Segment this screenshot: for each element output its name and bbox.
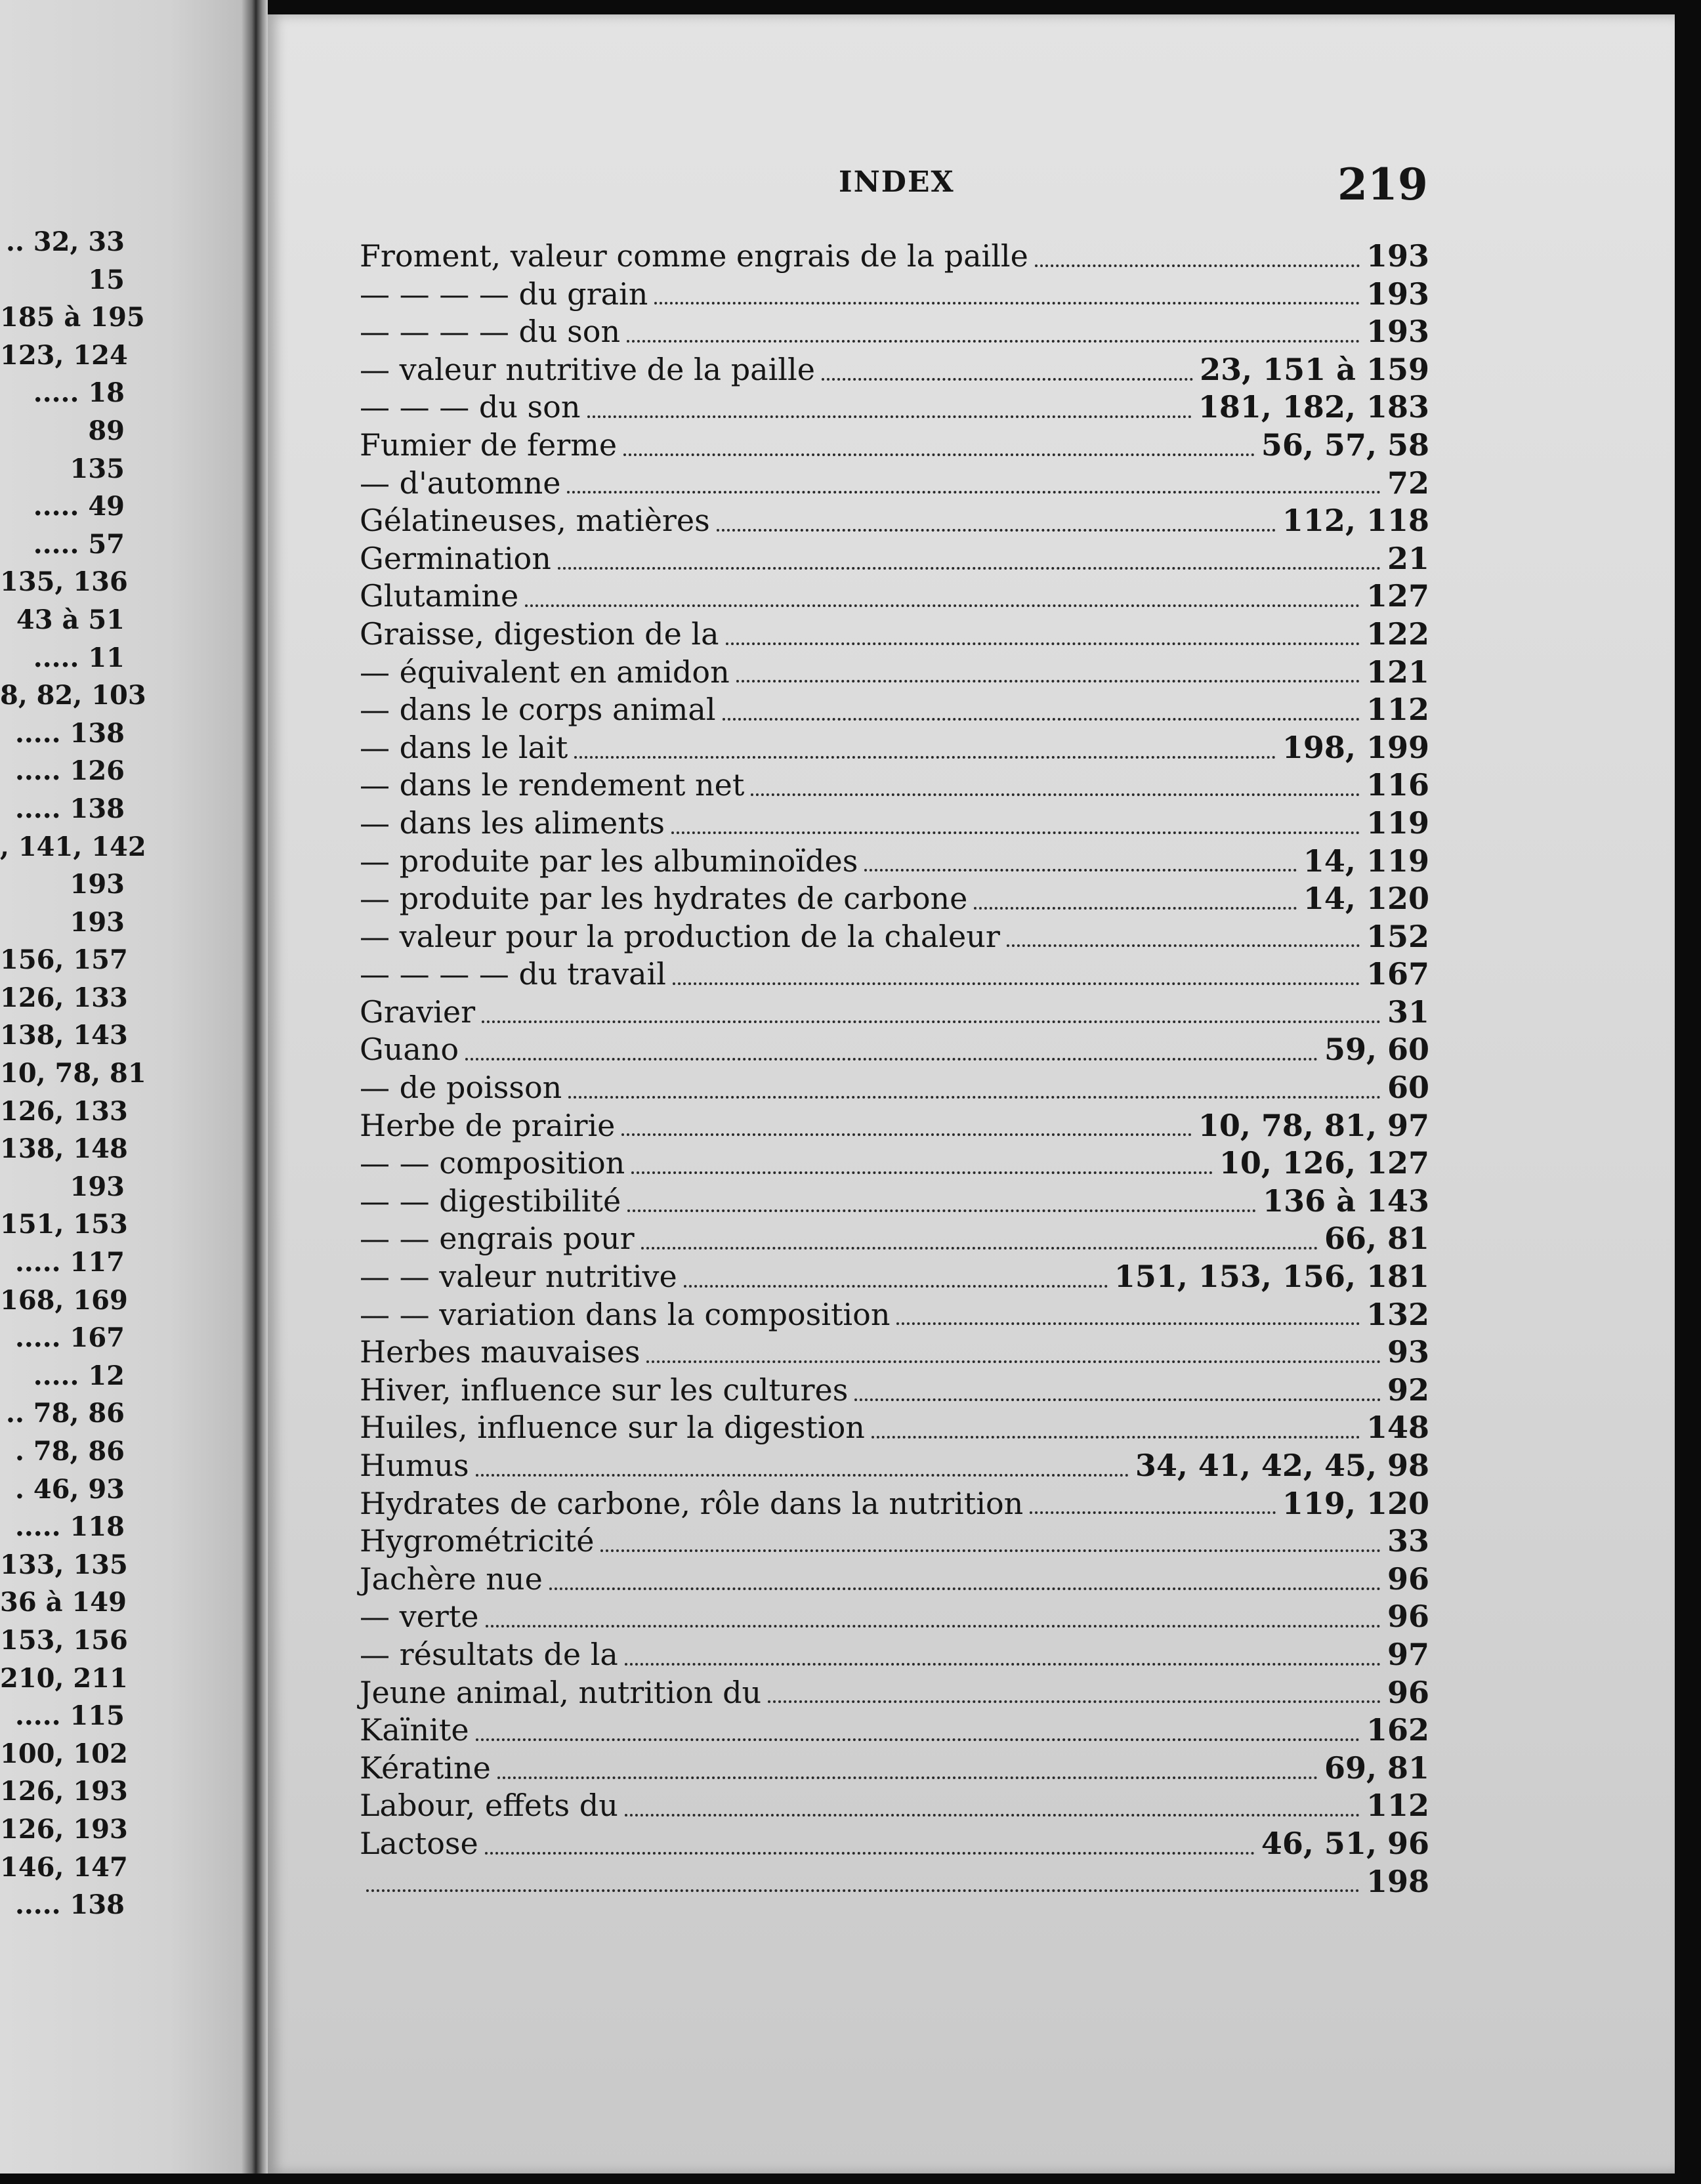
index-entry — [360, 1787, 1429, 1825]
index-fragment: .. 78, 86 — [6, 1398, 125, 1429]
index-fragment: 10, 78, 81 — [0, 1058, 146, 1089]
dot-leader — [641, 1247, 1318, 1250]
entry-pages: 151, 153, 156, 181 — [1114, 1259, 1429, 1295]
index-fragment: .. 32, 33 — [6, 226, 125, 257]
dot-leader — [476, 1474, 1129, 1477]
index-entry — [360, 351, 1429, 389]
index-entry — [360, 880, 1429, 918]
index-fragment: 8, 82, 103 — [0, 680, 146, 711]
dot-leader — [482, 1020, 1381, 1023]
running-head: INDEX — [839, 165, 955, 199]
dot-leader — [485, 1852, 1255, 1855]
dot-leader — [717, 529, 1276, 532]
entry-label: Herbes mauvaises — [360, 1334, 640, 1370]
dot-leader — [631, 1171, 1213, 1174]
index-fragment: 193 — [70, 1171, 125, 1202]
index-entry — [360, 1183, 1429, 1221]
entry-label: — — — — du son — [360, 314, 621, 350]
dot-leader — [627, 1209, 1256, 1212]
index-fragment: 138, 143 — [0, 1020, 128, 1051]
index-entry — [360, 1522, 1429, 1561]
index-entry — [360, 766, 1429, 805]
index-fragment: 153, 156 — [0, 1624, 128, 1656]
index-fragment: 126, 133 — [0, 1095, 128, 1127]
entry-label: — — composition — [360, 1145, 625, 1181]
dot-leader — [558, 567, 1381, 570]
entry-pages: 198, 199 — [1282, 729, 1429, 765]
entry-pages: 167 — [1366, 956, 1429, 992]
index-fragment: 135, 136 — [0, 566, 128, 598]
index-fragment: ..... 138 — [14, 1889, 125, 1921]
entry-pages: 96 — [1387, 1561, 1429, 1597]
entry-label: Kératine — [360, 1750, 491, 1786]
dot-leader — [768, 1700, 1381, 1703]
entry-label: — — — — du grain — [360, 276, 648, 312]
entry-label: — équivalent en amidon — [360, 654, 730, 690]
dot-leader — [974, 907, 1297, 910]
entry-label: — produite par les albuminoïdes — [360, 843, 858, 879]
index-entry — [360, 1863, 1429, 1901]
dot-leader — [600, 1549, 1381, 1552]
index-fragment: , 141, 142 — [0, 831, 146, 862]
entry-label: — de poisson — [360, 1070, 562, 1106]
index-entry — [360, 1258, 1429, 1296]
dot-leader — [627, 340, 1360, 343]
index-fragment: 126, 133 — [0, 982, 128, 1013]
dot-leader — [751, 793, 1360, 796]
entry-pages: 116 — [1366, 767, 1429, 803]
index-entry — [360, 1750, 1429, 1788]
entry-pages: 121 — [1366, 654, 1429, 690]
dot-leader — [654, 302, 1360, 304]
index-entry — [360, 1598, 1429, 1636]
entry-label: — dans le rendement net — [360, 767, 745, 803]
entry-pages: 112 — [1366, 692, 1429, 728]
dot-leader — [723, 718, 1360, 721]
index-entry — [360, 1561, 1429, 1599]
entry-pages: 132 — [1366, 1296, 1429, 1332]
index-fragment: 123, 124 — [0, 339, 128, 371]
index-entry — [360, 805, 1429, 843]
index-fragment: 133, 135 — [0, 1549, 128, 1580]
entry-pages: 14, 119 — [1303, 843, 1429, 879]
dot-leader — [736, 680, 1360, 682]
index-fragment: ..... 118 — [14, 1511, 125, 1543]
entry-label: Herbe de prairie — [360, 1107, 616, 1143]
index-fragment: ..... 138 — [14, 717, 125, 749]
entry-label: Lactose — [360, 1825, 478, 1861]
entry-pages: 181, 182, 183 — [1198, 389, 1429, 425]
index-entry — [360, 616, 1429, 654]
dot-leader — [872, 1436, 1360, 1438]
index-entry — [360, 994, 1429, 1032]
index-fragment: 193 — [70, 906, 125, 938]
dot-leader — [864, 869, 1297, 872]
dot-leader — [465, 1058, 1318, 1060]
entry-label: — dans le lait — [360, 729, 568, 765]
entry-pages: 193 — [1366, 276, 1429, 312]
index-fragment: 138, 148 — [0, 1133, 128, 1165]
index-entry — [360, 388, 1429, 427]
index-fragment: 126, 193 — [0, 1776, 128, 1807]
index-fragment: ..... 49 — [33, 491, 125, 522]
entry-label: Jeune animal, nutrition du — [360, 1674, 762, 1710]
dot-leader — [726, 642, 1360, 645]
entry-label: Gélatineuses, matières — [360, 503, 710, 539]
entry-pages: 112, 118 — [1282, 503, 1429, 539]
entry-pages: 72 — [1387, 465, 1429, 501]
scan-border — [0, 2174, 1701, 2184]
entry-pages: 23, 151 à 159 — [1200, 351, 1429, 387]
entry-pages: 96 — [1387, 1674, 1429, 1710]
index-fragment: ..... 11 — [33, 642, 125, 673]
entry-pages: 122 — [1366, 616, 1429, 652]
entry-label: — dans les aliments — [360, 805, 665, 841]
entry-pages: 34, 41, 42, 45, 98 — [1135, 1448, 1429, 1483]
entry-label: — — valeur nutritive — [360, 1259, 677, 1295]
index-entry — [360, 1825, 1429, 1863]
entry-label: Glutamine — [360, 578, 519, 614]
page-number: 219 — [1337, 159, 1428, 210]
entry-label: Jachère nue — [360, 1561, 543, 1597]
index-fragment: 135 — [70, 453, 125, 484]
entry-label: Guano — [360, 1032, 459, 1068]
dot-leader — [822, 378, 1193, 381]
entry-label: Germination — [360, 540, 551, 576]
dot-leader — [623, 453, 1255, 456]
entry-label: Labour, effets du — [360, 1788, 618, 1824]
index-fragment: ..... 12 — [33, 1360, 125, 1391]
entry-label: — produite par les hydrates de carbone — [360, 881, 968, 917]
index-entry — [360, 1409, 1429, 1447]
entry-label: Gravier — [360, 994, 476, 1030]
index-entry — [360, 427, 1429, 465]
index-fragment: ..... 18 — [33, 377, 125, 409]
entry-label: Kaïnite — [360, 1712, 469, 1748]
index-entry — [360, 729, 1429, 767]
index-fragment: 100, 102 — [0, 1738, 128, 1769]
index-entry — [360, 1107, 1429, 1145]
dot-leader — [567, 491, 1381, 494]
dot-leader — [854, 1398, 1381, 1401]
dot-leader — [497, 1776, 1318, 1779]
entry-pages: 93 — [1387, 1334, 1429, 1370]
entry-label: — — engrais pour — [360, 1221, 635, 1257]
entry-label: — d'automne — [360, 465, 561, 501]
index-entry — [360, 1372, 1429, 1410]
dot-leader — [625, 1663, 1381, 1666]
index-entry — [360, 1296, 1429, 1334]
entry-label: — — — du son — [360, 389, 581, 425]
dot-leader — [587, 415, 1192, 418]
index-entry — [360, 918, 1429, 956]
entry-label: — — — — du travail — [360, 956, 666, 992]
index-entry — [360, 1334, 1429, 1372]
index-fragment: 185 à 195 — [0, 302, 145, 333]
entry-label: — valeur pour la production de la chaleur — [360, 918, 1000, 954]
previous-page-index-fragments — [0, 223, 146, 1924]
dot-leader — [486, 1625, 1381, 1628]
entry-label: — valeur nutritive de la paille — [360, 351, 815, 387]
entry-label: — dans le corps animal — [360, 692, 716, 728]
entry-label: Hydrates de carbone, rôle dans la nutrition — [360, 1485, 1024, 1521]
index-entry — [360, 502, 1429, 540]
index-fragment: 146, 147 — [0, 1851, 128, 1883]
index-fragment: 156, 157 — [0, 944, 128, 976]
index-entry — [360, 578, 1429, 616]
entry-pages: 46, 51, 96 — [1261, 1825, 1429, 1861]
index-entry — [360, 1144, 1429, 1183]
dot-leader — [621, 1133, 1191, 1136]
entry-pages: 152 — [1366, 918, 1429, 954]
index-fragment: ..... 126 — [14, 755, 125, 787]
dot-leader — [625, 1814, 1360, 1816]
entry-pages: 119 — [1366, 805, 1429, 841]
dot-leader — [1007, 944, 1360, 947]
index-fragment: 168, 169 — [0, 1284, 128, 1316]
index-entries — [360, 238, 1429, 1900]
dot-leader — [673, 982, 1360, 985]
index-fragment: . 46, 93 — [14, 1473, 125, 1505]
index-entry — [360, 1636, 1429, 1674]
index-fragment: 43 à 51 — [16, 604, 125, 635]
entry-pages: 148 — [1366, 1410, 1429, 1446]
index-entry — [360, 1712, 1429, 1750]
dot-leader — [549, 1587, 1381, 1590]
entry-label: Hiver, influence sur les cultures — [360, 1372, 849, 1408]
index-fragment: . 78, 86 — [14, 1436, 125, 1467]
index-fragment: ..... 138 — [14, 793, 125, 824]
entry-pages: 21 — [1387, 540, 1429, 576]
dot-leader — [366, 1889, 1360, 1892]
entry-pages: 96 — [1387, 1599, 1429, 1635]
entry-pages: 66, 81 — [1324, 1221, 1429, 1257]
dot-leader — [1030, 1511, 1276, 1514]
entry-pages: 69, 81 — [1324, 1750, 1429, 1786]
entry-label: — verte — [360, 1599, 479, 1635]
index-entry — [360, 956, 1429, 994]
index-entry — [360, 465, 1429, 503]
entry-label: Hygrométricité — [360, 1523, 595, 1559]
index-page — [268, 14, 1675, 2174]
entry-pages: 10, 126, 127 — [1219, 1145, 1429, 1181]
dot-leader — [671, 831, 1360, 834]
index-entry — [360, 276, 1429, 314]
index-fragment: 15 — [88, 264, 125, 295]
index-entry — [360, 1220, 1429, 1258]
entry-pages: 193 — [1366, 238, 1429, 274]
dot-leader — [568, 1096, 1381, 1099]
entry-label: — — variation dans la composition — [360, 1296, 891, 1332]
entry-pages: 136 à 143 — [1263, 1183, 1429, 1219]
index-entry — [360, 540, 1429, 578]
index-fragment: ..... 117 — [14, 1247, 125, 1278]
entry-label: Graisse, digestion de la — [360, 616, 719, 652]
index-fragment: 126, 193 — [0, 1813, 128, 1845]
entry-pages: 31 — [1387, 994, 1429, 1030]
entry-pages: 14, 120 — [1303, 881, 1429, 917]
index-fragment: ..... 167 — [14, 1322, 125, 1354]
entry-label: Humus — [360, 1448, 469, 1483]
index-entry — [360, 1674, 1429, 1712]
entry-pages: 33 — [1387, 1523, 1429, 1559]
index-fragment: 210, 211 — [0, 1662, 128, 1694]
entry-label: Froment, valeur comme engrais de la paille — [360, 238, 1028, 274]
index-entry — [360, 238, 1429, 276]
dot-leader — [1035, 264, 1360, 267]
entry-pages: 60 — [1387, 1070, 1429, 1106]
dot-leader — [896, 1322, 1360, 1325]
entry-pages: 119, 120 — [1282, 1485, 1429, 1521]
index-fragment: 151, 153 — [0, 1209, 128, 1240]
entry-pages: 198 — [1366, 1863, 1429, 1899]
index-entry — [360, 691, 1429, 729]
dot-leader — [684, 1285, 1108, 1288]
entry-pages: 162 — [1366, 1712, 1429, 1748]
dot-leader — [646, 1360, 1381, 1363]
index-entry — [360, 1069, 1429, 1107]
entry-pages: 112 — [1366, 1788, 1429, 1824]
index-fragment: 193 — [70, 869, 125, 900]
index-entry — [360, 313, 1429, 351]
index-entry — [360, 1031, 1429, 1069]
dot-leader — [525, 604, 1360, 607]
entry-label: Huiles, influence sur la digestion — [360, 1410, 865, 1446]
index-fragment: 36 à 149 — [0, 1587, 127, 1618]
dot-leader — [574, 756, 1276, 759]
entry-pages: 56, 57, 58 — [1261, 427, 1429, 463]
index-fragment: 89 — [88, 415, 125, 446]
entry-label: — résultats de la — [360, 1636, 618, 1672]
previous-page — [0, 0, 242, 2184]
entry-pages: 97 — [1387, 1636, 1429, 1672]
entry-pages: 127 — [1366, 578, 1429, 614]
index-fragment: ..... 115 — [14, 1700, 125, 1732]
index-fragment: ..... 57 — [33, 528, 125, 560]
index-entry — [360, 843, 1429, 881]
entry-pages: 193 — [1366, 314, 1429, 350]
index-entry — [360, 654, 1429, 692]
book-gutter — [242, 0, 268, 2184]
entry-pages: 59, 60 — [1324, 1032, 1429, 1068]
entry-label: Fumier de ferme — [360, 427, 618, 463]
dot-leader — [476, 1738, 1360, 1741]
entry-label: — — digestibilité — [360, 1183, 621, 1219]
index-entry — [360, 1447, 1429, 1485]
entry-pages: 10, 78, 81, 97 — [1198, 1107, 1429, 1143]
entry-pages: 92 — [1387, 1372, 1429, 1408]
index-entry — [360, 1485, 1429, 1523]
